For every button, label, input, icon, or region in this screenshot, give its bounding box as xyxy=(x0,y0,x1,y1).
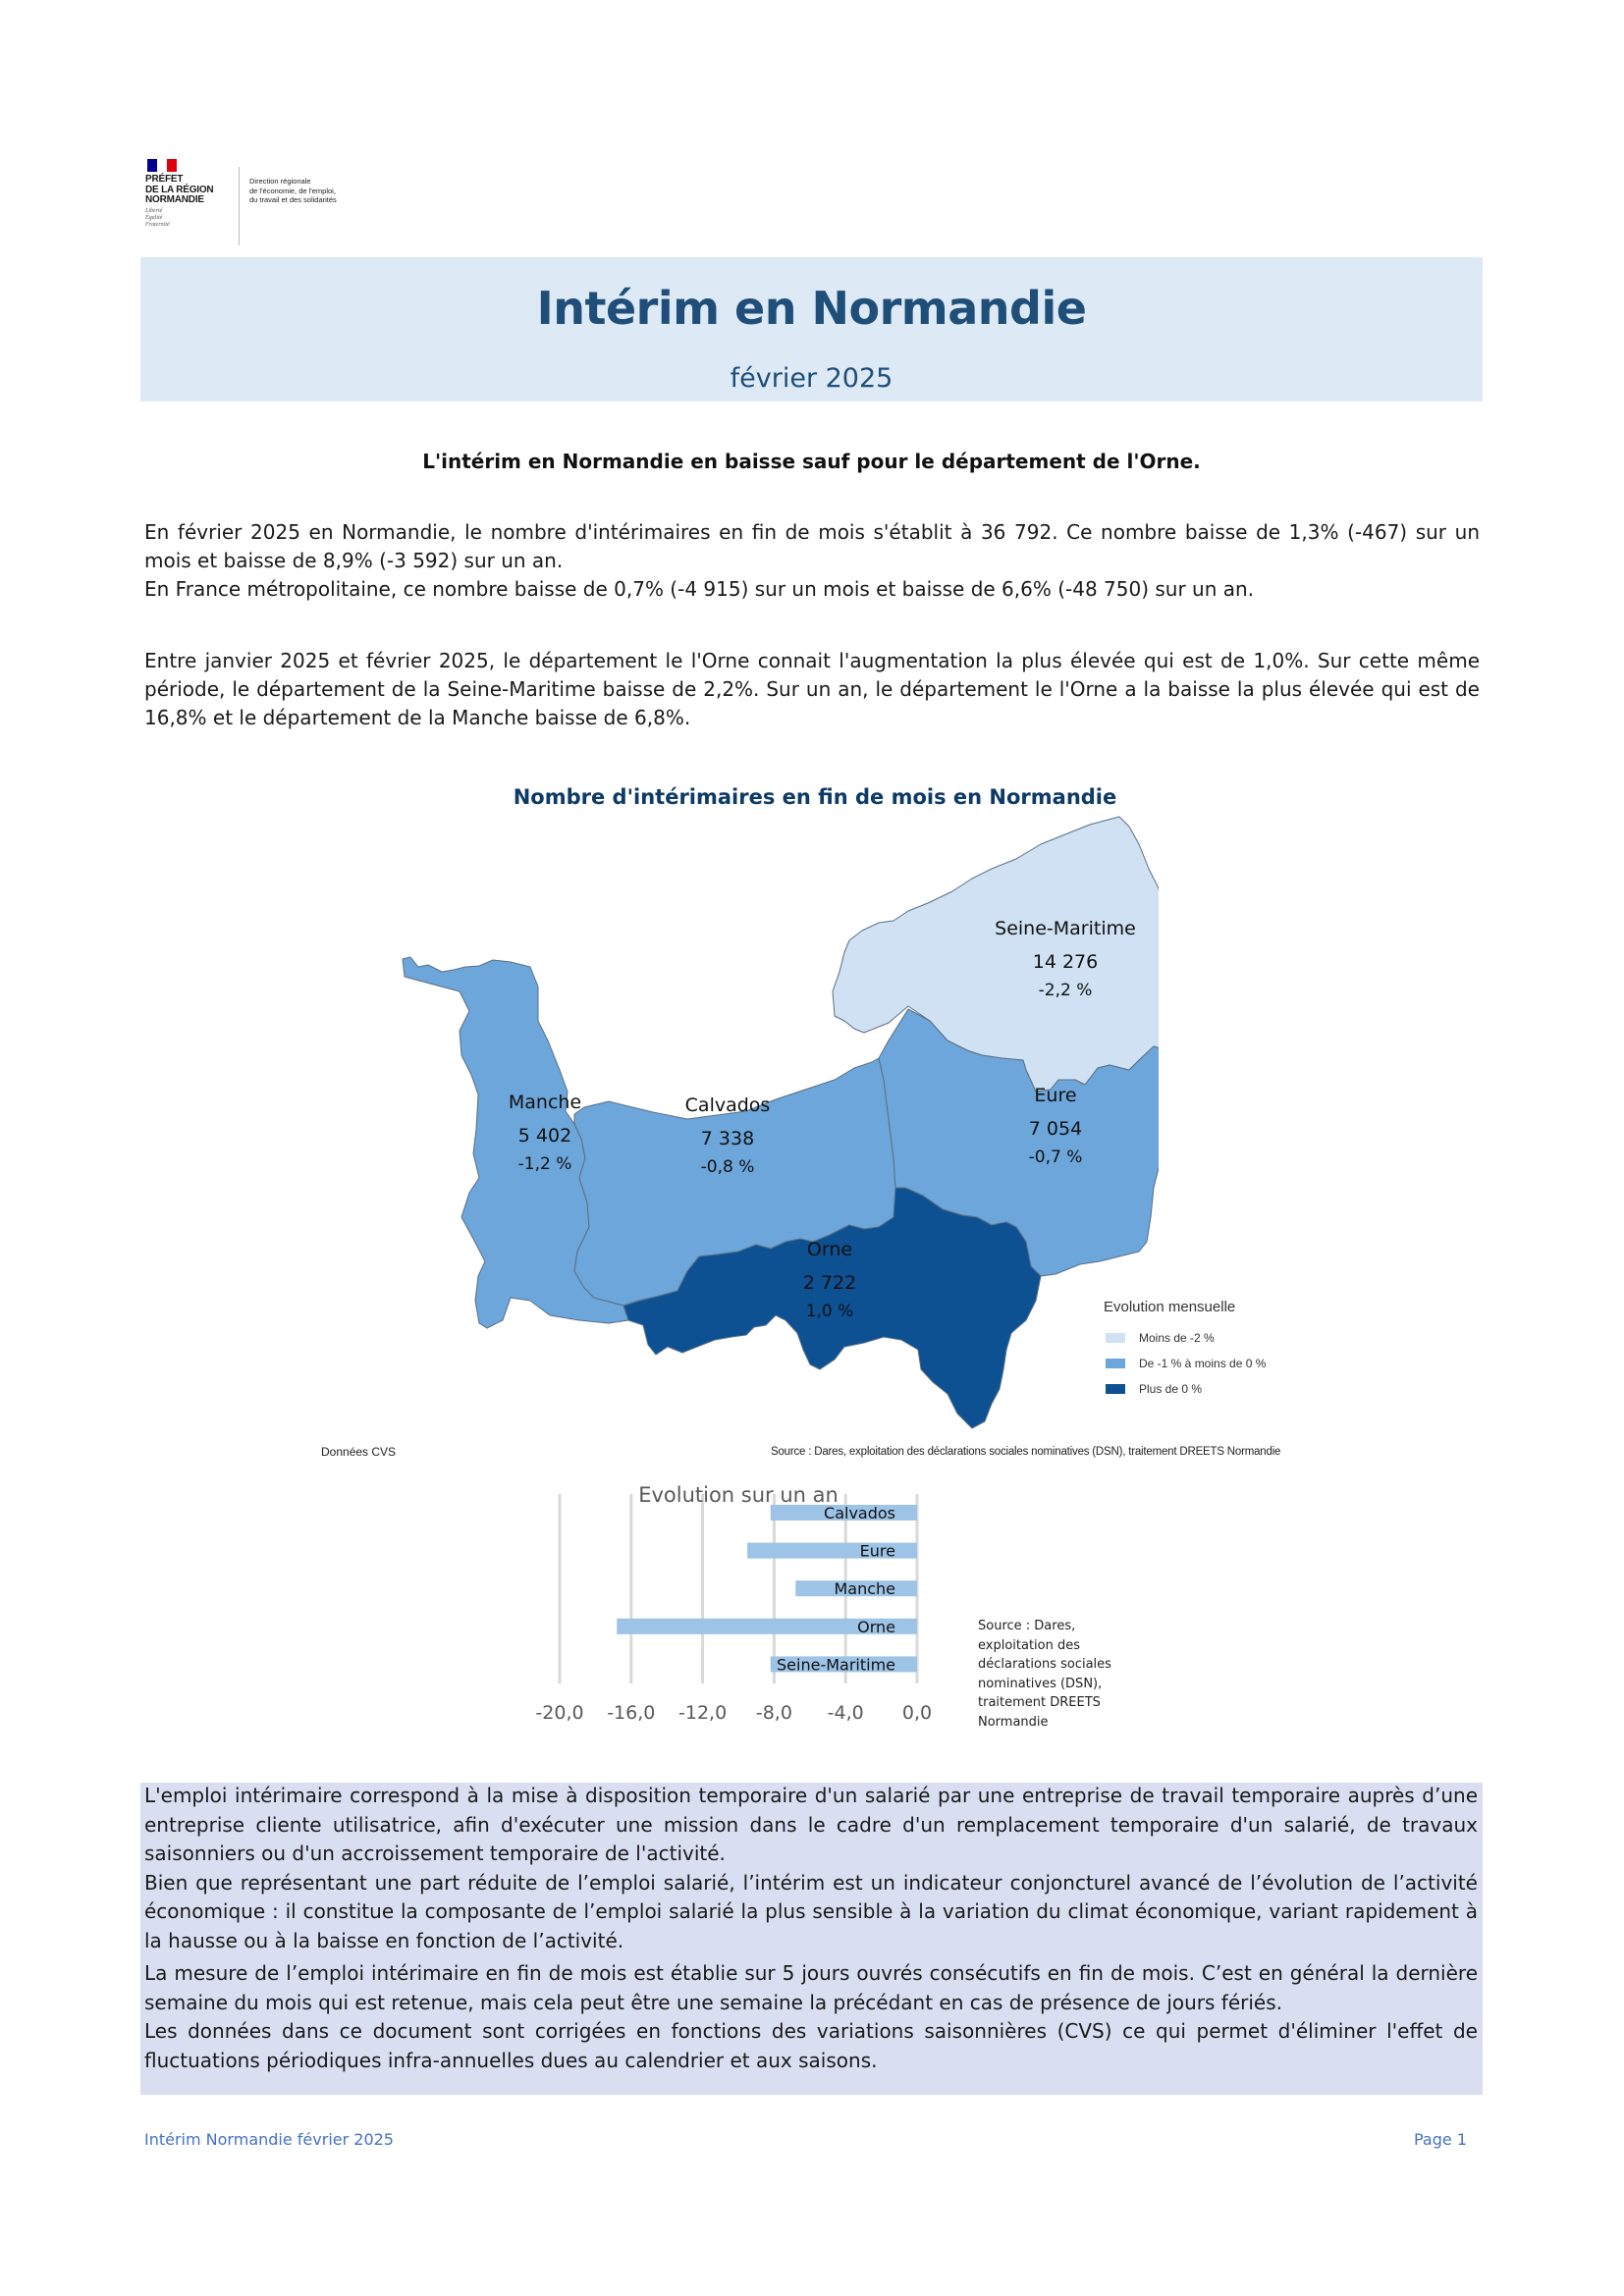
map-label-orne xyxy=(766,1239,893,1321)
prefecture-logo xyxy=(145,159,381,247)
logo-direction-text xyxy=(249,177,337,205)
legend-label: Plus de 0 % xyxy=(1139,1382,1203,1396)
logo-motto xyxy=(145,208,170,229)
x-tick-label: -8,0 xyxy=(755,1702,792,1724)
footer-title: Intérim Normandie février 2025 xyxy=(144,2130,394,2149)
intro-paragraph xyxy=(144,518,1480,604)
bar-chart-source: Source : Dares, exploitation des déclarations sociales nominatives (DSN), traitement DREETS Normandie xyxy=(978,1619,1111,1730)
bar-category-label: Manche xyxy=(834,1579,895,1599)
region-change: 1,0 % xyxy=(805,1302,854,1321)
info-paragraph: Les données dans ce document sont corrigées en fonctions des variations saisonnières (CVS) ce qui permet d'éliminer l'effet de fluctuations périodiques infra-annuelles dues au calendrier et aux saisons. xyxy=(144,2019,1478,2072)
legend-item xyxy=(1104,1325,1266,1351)
info-box-text xyxy=(144,1782,1478,2075)
bar-category-label: Eure xyxy=(859,1541,895,1561)
region-name: Manche xyxy=(508,1092,582,1113)
x-tick-label: -4,0 xyxy=(827,1702,864,1724)
region-value: 7 338 xyxy=(700,1128,755,1149)
motto-line: Égalité xyxy=(145,215,163,221)
map-label-eure xyxy=(992,1085,1119,1167)
region-change: -1,2 % xyxy=(517,1154,572,1174)
logo-line: PRÉFET xyxy=(145,174,184,185)
intro-line: En février 2025 en Normandie, le nombre d'intérimaires en fin de mois s'établit à 36 792. Ce nombre baisse de 1,3% (-467) sur un mois et baisse de 8,9% (-3 592) sur un an. xyxy=(144,520,1480,572)
page-title: Intérim en Normandie xyxy=(536,282,1087,335)
map-label-manche xyxy=(481,1092,609,1174)
legend-swatch xyxy=(1106,1359,1125,1368)
map-label-seine-maritime xyxy=(967,918,1164,1000)
x-tick-label: -12,0 xyxy=(678,1702,728,1724)
page-number: Page 1 xyxy=(1414,2130,1467,2149)
department-paragraph xyxy=(144,647,1480,730)
region-name: Orne xyxy=(806,1239,853,1260)
legend-item xyxy=(1104,1376,1266,1402)
region-change: -0,7 % xyxy=(1028,1148,1083,1167)
map-legend xyxy=(1104,1299,1266,1402)
motto-line: Fraternité xyxy=(145,222,170,228)
region-name: Seine-Maritime xyxy=(995,918,1136,939)
region-change: -0,8 % xyxy=(700,1157,755,1177)
region-name: Eure xyxy=(1034,1085,1077,1106)
region-change: -2,2 % xyxy=(1038,981,1093,1000)
map-label-calvados xyxy=(664,1095,791,1177)
annual-evolution-chart xyxy=(530,1477,962,1742)
legend-swatch xyxy=(1106,1333,1125,1343)
direction-line: de l'économie, de l'emploi, xyxy=(249,186,336,195)
region-value: 14 276 xyxy=(1032,951,1099,973)
region-value: 7 054 xyxy=(1028,1118,1083,1140)
region-name: Calvados xyxy=(684,1095,771,1116)
motto-line: Liberté xyxy=(145,208,163,214)
region-value: 2 722 xyxy=(802,1272,857,1294)
bar-category-label: Seine-Maritime xyxy=(777,1655,895,1675)
legend-item xyxy=(1104,1351,1266,1376)
logo-prefet-text xyxy=(145,175,213,206)
page-subtitle: février 2025 xyxy=(730,363,893,394)
direction-line: du travail et des solidarités xyxy=(249,195,337,204)
bar-chart-title: Evolution sur un an xyxy=(638,1483,839,1507)
data-note: Données CVS xyxy=(321,1445,397,1459)
info-paragraph: L'emploi intérimaire correspond à la mise à disposition temporaire d'un salarié par une entreprise de travail temporaire auprès d’une entreprise cliente utilisatrice, afin d'exécuter une mission dans le cadre d'un remplacement temporaire d'un salarié, de travaux saisonniers ou d'un accroissement temporaire de l'activité. xyxy=(144,1784,1478,1865)
legend-label: Moins de -2 % xyxy=(1139,1331,1215,1345)
legend-title: Evolution mensuelle xyxy=(1104,1299,1236,1315)
legend-swatch xyxy=(1106,1384,1125,1394)
bar-category-label: Calvados xyxy=(824,1504,895,1522)
direction-line: Direction régionale xyxy=(249,177,311,186)
headline: L'intérim en Normandie en baisse sauf pour le département de l'Orne. xyxy=(422,450,1201,473)
map-title: Nombre d'intérimaires en fin de mois en Normandie xyxy=(513,785,1117,809)
department-text: Entre janvier 2025 et février 2025, le département le l'Orne connait l'augmentation la plus élevée qui est de 1,0%. Sur cette même période, le département de la Seine-Maritime baisse de 2,2%. Sur un an, le département le l'Orne a la baisse la plus élevée qui est de 16,8% et le département de la Manche baisse de 6,8%. xyxy=(144,649,1480,729)
x-tick-label: -16,0 xyxy=(607,1702,656,1724)
french-flag-icon xyxy=(147,159,177,172)
legend-label: De -1 % à moins de 0 % xyxy=(1139,1357,1267,1370)
map-source: Source : Dares, exploitation des déclarations sociales nominatives (DSN), traitement DREETS Normandie xyxy=(771,1446,1281,1458)
intro-line: En France métropolitaine, ce nombre baisse de 0,7% (-4 915) sur un mois et baisse de 6,6% (-48 750) sur un an. xyxy=(144,577,1255,601)
x-tick-label: 0,0 xyxy=(901,1702,933,1724)
region-value: 5 402 xyxy=(517,1125,572,1147)
x-tick-label: -20,0 xyxy=(535,1702,584,1724)
info-paragraph: Bien que représentant une part réduite de l’emploi salarié, l’intérim est un indicateur conjoncturel avancé de l’évolution de l’activité économique : il constitue la composante de l’emploi salarié la plus sensible à la variation du climat économique, variant rapidement à la hausse ou à la baisse en fonction de l’activité. xyxy=(144,1870,1478,1952)
bar-category-label: Orne xyxy=(857,1617,895,1636)
info-paragraph: La mesure de l’emploi intérimaire en fin de mois est établie sur 5 jours ouvrés consécutifs en fin de mois. C’est en général la dernière semaine du mois qui est retenue, mais cela peut être une semaine la précédant en cas de présence de jours fériés. xyxy=(144,1961,1478,2014)
logo-line: NORMANDIE xyxy=(145,194,204,205)
logo-line: DE LA RÉGION xyxy=(145,184,214,195)
logo-divider xyxy=(239,167,240,245)
